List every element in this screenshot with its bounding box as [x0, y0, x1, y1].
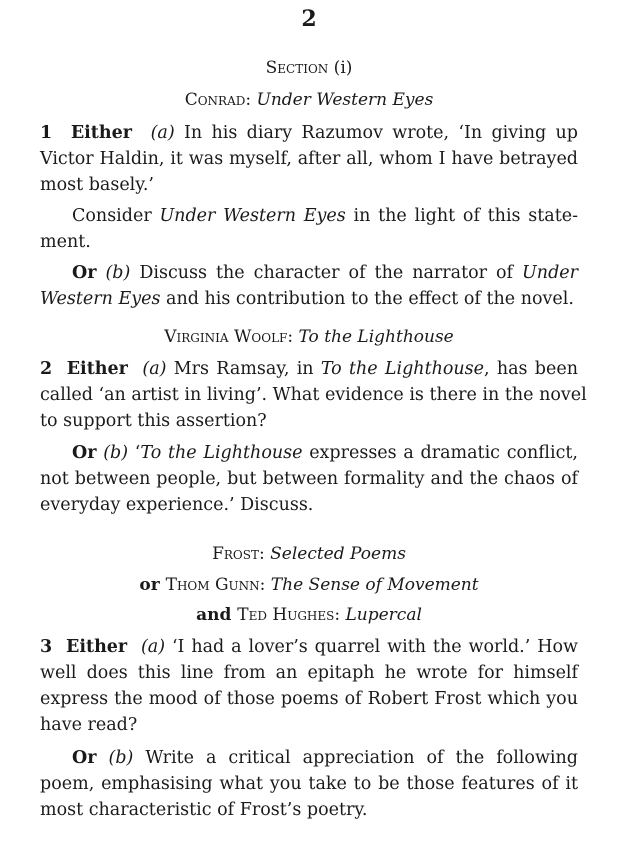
question-1-line-3: most basely.’ [40, 175, 154, 195]
option-a-text: Mrs Ramsay, in [173, 359, 321, 379]
or-label: Or [72, 748, 97, 768]
question-3-line-2: well does this line from an epitaph he wrote for himself [40, 663, 578, 683]
question-1-line-2: Victor Haldin, it was myself, after all, whom I have betrayed [40, 149, 578, 169]
question-number: 2 [40, 359, 53, 379]
option-b-line-2: not between people, but between formality and the chaos of [40, 469, 578, 489]
author-name: Virginia Woolf [164, 327, 288, 347]
question-number: 1 [40, 123, 53, 143]
option-a-label: (a) [140, 637, 166, 657]
option-b-line-1 [40, 260, 578, 286]
option-b-title-part-2: Western Eyes [40, 289, 161, 309]
option-b-text: Discuss the character of the narrator of [139, 263, 523, 283]
text-heading-conrad: Conrad: Under Western Eyes [184, 90, 434, 110]
option-a-text-end: , has been [484, 359, 578, 379]
question-1-line-1 [40, 120, 578, 146]
open-quote: ‘ [134, 443, 141, 463]
text-title: To the Lighthouse [298, 327, 454, 347]
either-label: Either [66, 637, 128, 657]
option-b-text: expresses a dramatic conflict, [302, 443, 578, 463]
option-b-line-2: poem, emphasising what you take to be those features of it [40, 774, 578, 794]
option-b-line-3: everyday experience.’ Discuss. [40, 495, 314, 515]
text-heading-frost: Frost: Selected Poems [212, 544, 406, 564]
text-title: The Sense of Movement [270, 575, 479, 595]
option-b-label: (b) [103, 443, 129, 463]
or-label: Or [72, 263, 97, 283]
text-heading-gunn: or Thom Gunn: The Sense of Movement [139, 575, 479, 595]
section-heading-word: Section [265, 58, 329, 78]
author-name: Frost [212, 544, 259, 564]
author-name: Ted Hughes [237, 605, 335, 625]
option-a-title: To the Lighthouse [320, 359, 485, 379]
option-b-text: Write a critical appreciation of the following [145, 748, 578, 768]
text-title: Lupercal [345, 605, 422, 625]
author-name: Thom Gunn [165, 575, 260, 595]
author-name: Conrad [184, 90, 246, 110]
option-b-line-2 [40, 286, 578, 312]
question-1-option-b [40, 260, 578, 312]
question-1-follow-up [40, 203, 578, 255]
follow-up-text: Consider [72, 206, 160, 226]
follow-up-line-2: ment. [40, 232, 91, 252]
follow-up-line-1 [40, 203, 578, 229]
text-heading-hughes: and Ted Hughes: Lupercal [196, 605, 422, 625]
follow-up-text-end: in the light of this state- [345, 206, 579, 226]
question-2 [40, 356, 587, 434]
follow-up-title: Under Western Eyes [159, 206, 346, 226]
or-label: Or [72, 443, 97, 463]
question-2-line-2: called ‘an artist in living’. What evidence is there in the novel [40, 385, 587, 405]
section-heading-suffix: (i) [328, 58, 353, 78]
page-number: 2 [301, 6, 317, 32]
either-label: Either [66, 359, 128, 379]
option-a-label: (a) [142, 359, 167, 379]
question-3-line-3: express the mood of those poems of Robert Frost which you [40, 689, 578, 709]
option-b-title: To the Lighthouse [140, 443, 303, 463]
question-3-option-b [40, 745, 578, 823]
question-3-line-4: have read? [40, 715, 138, 735]
text-heading-woolf: Virginia Woolf: To the Lighthouse [164, 327, 454, 347]
option-b-line-1 [40, 440, 578, 466]
either-label: Either [70, 123, 132, 143]
option-b-title-part: Under [522, 263, 578, 283]
option-a-text: In his diary Razumov wrote, ‘In giving up [184, 123, 578, 143]
question-number: 3 [40, 637, 53, 657]
question-2-line-1 [40, 356, 578, 382]
option-b-line-1 [40, 745, 578, 771]
option-b-text-2: and his contribution to the effect of the novel. [160, 289, 574, 309]
option-b-line-3: most characteristic of Frost’s poetry. [40, 800, 368, 820]
option-b-label: (b) [105, 263, 131, 283]
question-2-option-b [40, 440, 578, 518]
text-title: Selected Poems [270, 544, 406, 564]
question-2-line-3: to support this assertion? [40, 411, 267, 431]
heading-prefix: or [139, 575, 166, 595]
question-3 [40, 634, 578, 738]
section-heading [0, 58, 618, 78]
heading-prefix: and [196, 605, 238, 625]
question-3-line-1 [40, 634, 578, 660]
question-1 [40, 120, 578, 198]
text-title: Under Western Eyes [256, 90, 434, 110]
option-a-label: (a) [150, 123, 175, 143]
option-a-text: ‘I had a lover’s quarrel with the world.’ How [171, 637, 578, 657]
option-b-label: (b) [108, 748, 134, 768]
